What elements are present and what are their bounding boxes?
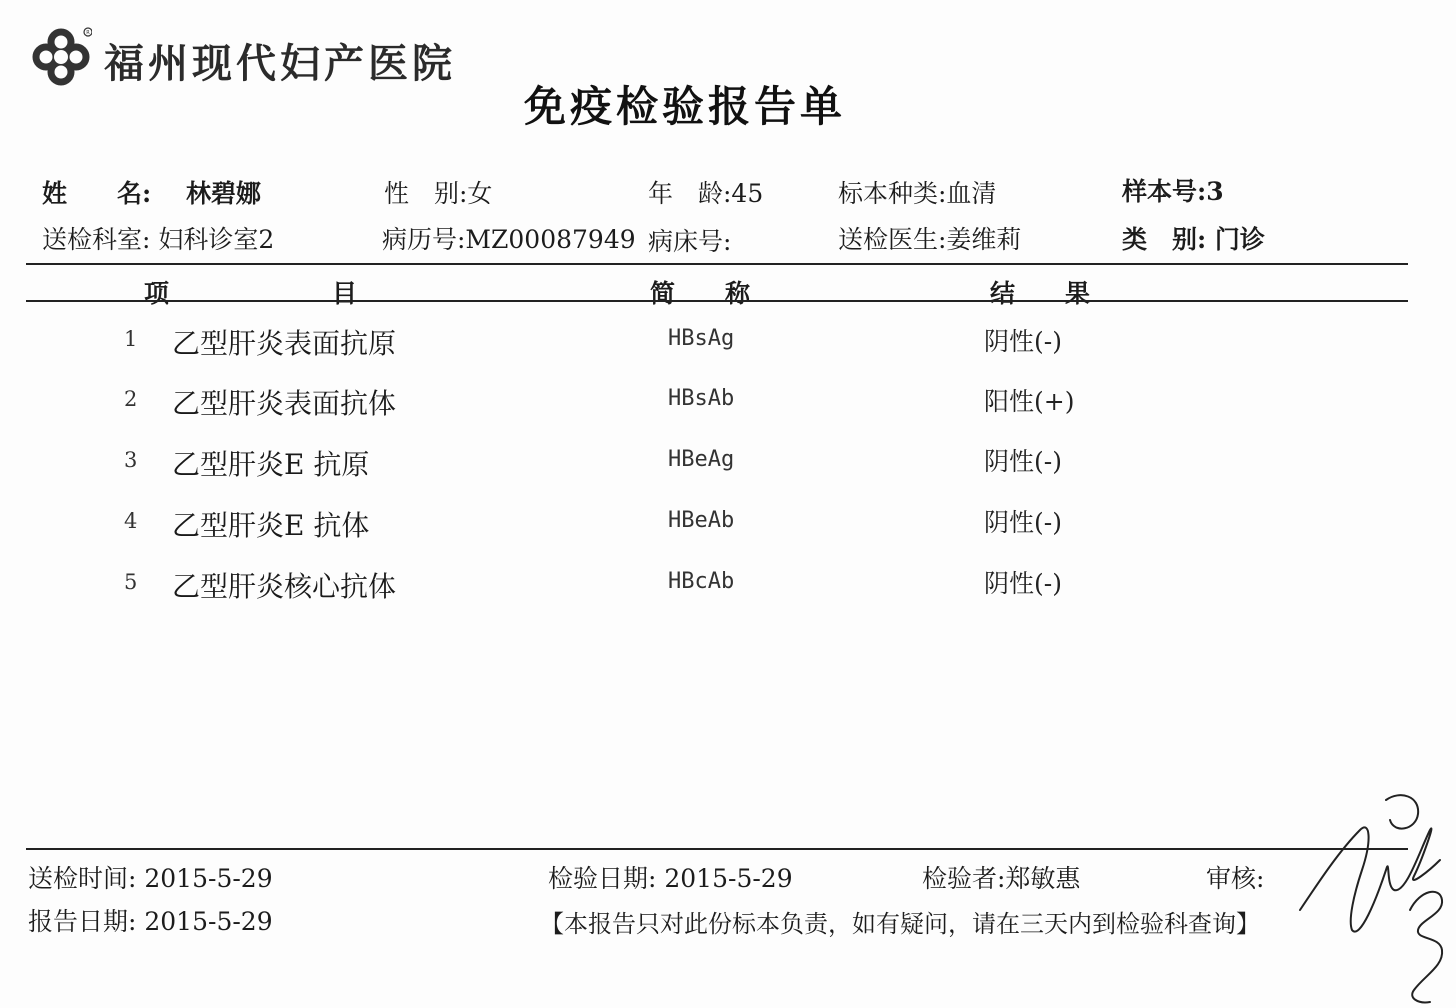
patient-gender: 性 别:女 <box>384 179 493 208</box>
column-header-item-a: 项 <box>144 279 170 308</box>
footer-rule <box>26 848 1408 850</box>
patient-age: 年 龄:45 <box>648 179 764 208</box>
row-number: 2 <box>124 387 138 411</box>
specimen-type: 标本种类:血清 <box>838 179 997 208</box>
row-abbr: HBeAb <box>668 508 735 533</box>
row-abbr: HBsAg <box>668 326 735 351</box>
row-number: 3 <box>124 448 138 472</box>
report-date: 报告日期: 2015-5-29 <box>28 907 273 936</box>
bed-number: 病床号: <box>648 227 732 256</box>
row-abbr: HBsAb <box>668 386 735 411</box>
department: 送检科室: 妇科诊室2 <box>42 225 275 254</box>
disclaimer-notice: 【本报告只对此份标本负责，如有疑问，请在三天内到检验科查询】 <box>540 910 1260 938</box>
table-header-rule <box>26 300 1408 302</box>
patient-name: 林碧娜 <box>186 179 262 208</box>
reviewer-label: 审核: <box>1206 864 1265 893</box>
table-top-rule <box>26 263 1408 265</box>
column-header-abbr: 简 称 <box>650 279 751 308</box>
row-item: 乙型肝炎表面抗原 <box>172 327 397 360</box>
submit-time: 送检时间: 2015-5-29 <box>28 864 273 893</box>
row-number: 5 <box>124 570 138 594</box>
sample-number: 样本号:3 <box>1122 177 1224 206</box>
row-item: 乙型肝炎核心抗体 <box>172 570 397 603</box>
report-title: 免疫检验报告单 <box>523 82 846 131</box>
hospital-name: 福州现代妇产医院 <box>104 41 456 87</box>
row-item: 乙型肝炎E 抗体 <box>172 509 370 542</box>
row-number: 4 <box>124 509 138 533</box>
row-abbr: HBcAb <box>668 569 735 594</box>
column-header-result: 结 果 <box>990 279 1091 308</box>
row-result: 阴性(-) <box>984 508 1062 537</box>
column-header-item-b: 目 <box>332 279 358 308</box>
row-result: 阴性(-) <box>984 447 1062 476</box>
record-number: 病历号:MZ00087949 <box>382 225 636 254</box>
reviewer-signature-icon <box>1290 790 1456 1008</box>
doctor: 送检医生:姜维莉 <box>838 225 1022 254</box>
row-number: 1 <box>124 327 138 351</box>
row-result: 阴性(-) <box>984 327 1062 356</box>
test-date: 检验日期: 2015-5-29 <box>548 864 793 893</box>
row-result: 阴性(-) <box>984 569 1062 598</box>
row-item: 乙型肝炎E 抗原 <box>172 448 370 481</box>
row-abbr: HBeAg <box>668 447 735 472</box>
row-result: 阳性(+) <box>984 387 1075 416</box>
row-item: 乙型肝炎表面抗体 <box>172 387 397 420</box>
visit-category: 类 别: 门诊 <box>1122 225 1265 254</box>
svg-text:R: R <box>86 30 90 36</box>
tester: 检验者:郑敏惠 <box>922 864 1081 893</box>
name-label: 姓 名: <box>42 179 152 208</box>
